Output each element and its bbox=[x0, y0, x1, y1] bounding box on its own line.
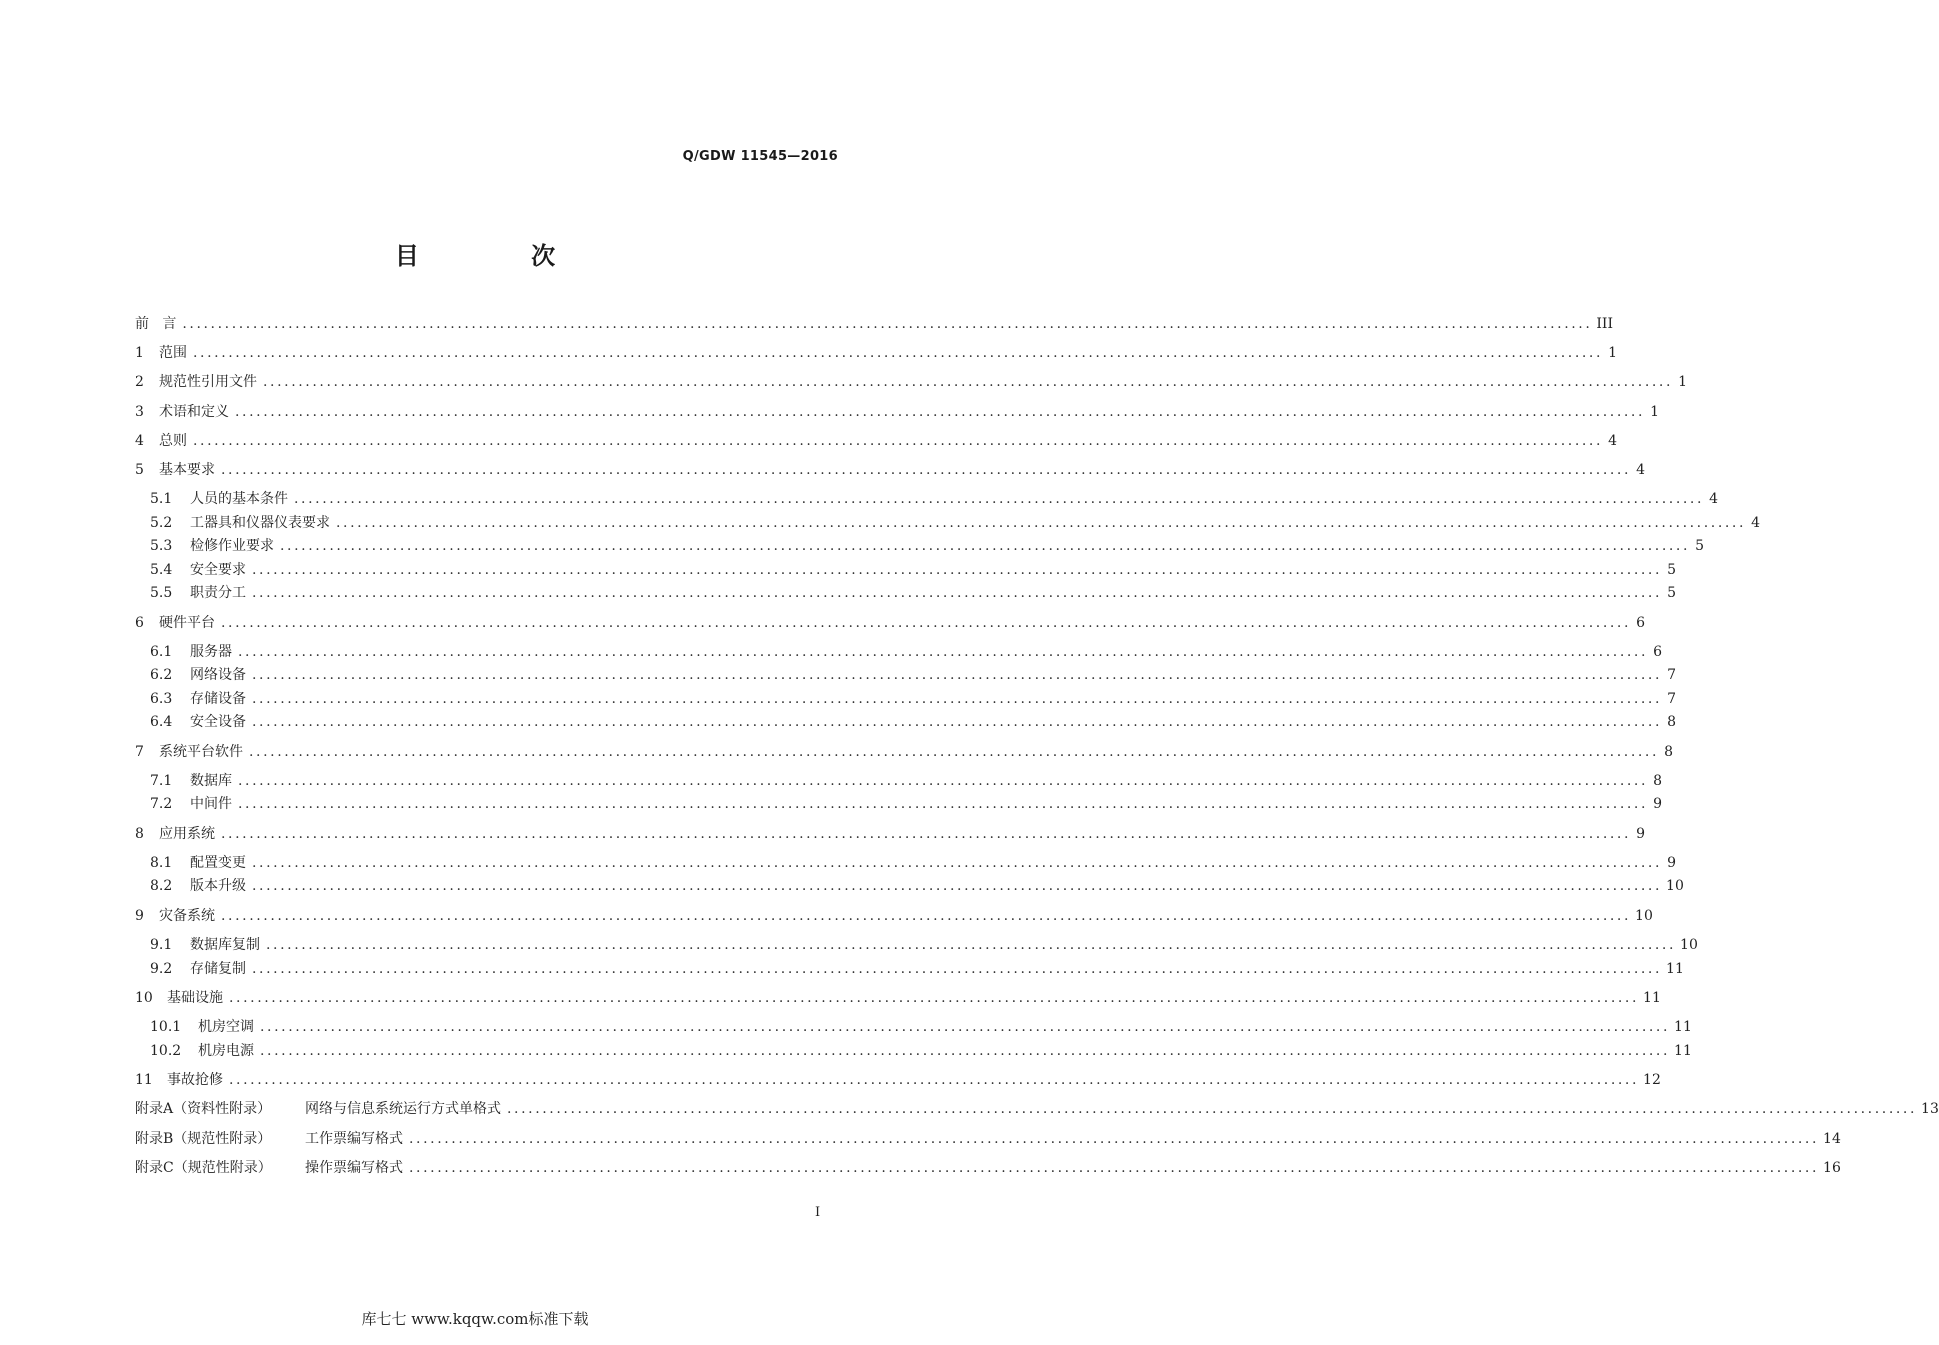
toc-entry-number: 9.1 bbox=[150, 937, 173, 953]
toc-entry-page: 16 bbox=[1823, 1160, 1841, 1176]
toc-entry-label: 机房空调 bbox=[198, 1019, 254, 1035]
dot-leader: ........................................................................................................................................................................................................ bbox=[294, 491, 1705, 507]
toc-entry-number: 7.1 bbox=[150, 773, 173, 789]
dot-leader: ........................................................................................................................................................................................................ bbox=[507, 1101, 1918, 1117]
dot-leader: ........................................................................................................................................................................................................ bbox=[252, 855, 1663, 871]
dot-leader: ........................................................................................................................................................................................................ bbox=[221, 462, 1632, 478]
toc-entry-page: 10 bbox=[1680, 937, 1698, 953]
toc-entry-label: 服务器 bbox=[190, 644, 232, 660]
toc-entry[interactable] bbox=[150, 558, 1677, 580]
toc-entry-number: 9 bbox=[135, 908, 144, 924]
toc-entry-page: 11 bbox=[1674, 1043, 1692, 1059]
toc-entry-page: 11 bbox=[1643, 990, 1661, 1006]
toc-entry-number: 5.4 bbox=[150, 562, 173, 578]
toc-entry-page: 10 bbox=[1666, 878, 1684, 894]
dot-leader: ........................................................................................................................................................................................................ bbox=[252, 961, 1663, 977]
toc-entry-page: 6 bbox=[1636, 615, 1646, 631]
toc-entry-number: 8.2 bbox=[150, 878, 173, 894]
toc-entry[interactable] bbox=[150, 640, 1663, 662]
toc-entry[interactable] bbox=[150, 581, 1677, 603]
toc-entry[interactable] bbox=[135, 740, 1674, 762]
toc-entry-number: 10.1 bbox=[150, 1019, 182, 1035]
toc-entry-page: 11 bbox=[1666, 961, 1684, 977]
toc-entry-label: 硬件平台 bbox=[159, 615, 215, 631]
dot-leader: ........................................................................................................................................................................................................ bbox=[238, 796, 1649, 812]
toc-entry-number: 11 bbox=[135, 1072, 153, 1088]
toc-entry-number: 10.2 bbox=[150, 1043, 182, 1059]
toc-entry[interactable] bbox=[135, 429, 1618, 451]
dot-leader: ........................................................................................................................................................................................................ bbox=[193, 345, 1604, 361]
toc-entry-page: 5 bbox=[1667, 562, 1677, 578]
toc-entry-page: 9 bbox=[1653, 796, 1663, 812]
toc-entry[interactable] bbox=[150, 957, 1684, 979]
toc-entry[interactable] bbox=[150, 933, 1698, 955]
toc-entry-page: 4 bbox=[1709, 491, 1719, 507]
dot-leader: ........................................................................................................................................................................................................ bbox=[260, 1043, 1671, 1059]
toc-entry-number: 5 bbox=[135, 462, 144, 478]
toc-entry-page: 1 bbox=[1678, 374, 1688, 390]
toc-entry-label: 灾备系统 bbox=[159, 908, 215, 924]
toc-entry-label: 操作票编写格式 bbox=[305, 1160, 403, 1176]
toc-entry[interactable] bbox=[150, 792, 1663, 814]
toc-entry[interactable] bbox=[150, 874, 1684, 896]
toc-entry-number: 6 bbox=[135, 615, 144, 631]
toc-entry-label: 应用系统 bbox=[159, 826, 215, 842]
toc-entry[interactable] bbox=[150, 687, 1677, 709]
toc-entry-label: 基础设施 bbox=[167, 990, 223, 1006]
toc-entry-number: 5.5 bbox=[150, 585, 173, 601]
toc-entry[interactable] bbox=[135, 1097, 1939, 1119]
toc-entry[interactable] bbox=[150, 769, 1663, 791]
toc-entry-number: 前 言 bbox=[135, 316, 177, 332]
toc-entry-page: 12 bbox=[1643, 1072, 1661, 1088]
toc-entry-label: 事故抢修 bbox=[167, 1072, 223, 1088]
toc-entry-page: 8 bbox=[1667, 714, 1677, 730]
toc-entry[interactable] bbox=[135, 986, 1661, 1008]
dot-leader: ........................................................................................................................................................................................................ bbox=[229, 990, 1640, 1006]
dot-leader: ........................................................................................................................................................................................................ bbox=[238, 773, 1649, 789]
toc-entry-number: 6.1 bbox=[150, 644, 173, 660]
toc-entry-label: 检修作业要求 bbox=[190, 538, 274, 554]
toc-entry-number: 5.2 bbox=[150, 515, 173, 531]
toc-entry-page: 7 bbox=[1667, 691, 1677, 707]
toc-entry-label: 范围 bbox=[159, 345, 187, 361]
toc-entry-label: 职责分工 bbox=[190, 585, 246, 601]
dot-leader: ........................................................................................................................................................................................................ bbox=[221, 615, 1632, 631]
dot-leader: ........................................................................................................................................................................................................ bbox=[263, 374, 1674, 390]
dot-leader: ........................................................................................................................................................................................................ bbox=[409, 1160, 1820, 1176]
toc-entry-label: 中间件 bbox=[190, 796, 232, 812]
toc-entry-label: 机房电源 bbox=[198, 1043, 254, 1059]
toc-entry-page: III bbox=[1596, 316, 1613, 332]
toc-entry[interactable] bbox=[135, 312, 1613, 334]
toc-entry-page: 1 bbox=[1650, 404, 1660, 420]
dot-leader: ........................................................................................................................................................................................................ bbox=[252, 585, 1663, 601]
toc-entry-label: 总则 bbox=[159, 433, 187, 449]
toc-entry-number: 附录C（规范性附录） bbox=[135, 1160, 272, 1176]
toc-entry-label: 配置变更 bbox=[190, 855, 246, 871]
toc-entry-label: 版本升级 bbox=[190, 878, 246, 894]
toc-entry[interactable] bbox=[135, 822, 1646, 844]
dot-leader: ........................................................................................................................................................................................................ bbox=[235, 404, 1646, 420]
toc-entry-page: 6 bbox=[1653, 644, 1663, 660]
dot-leader: ........................................................................................................................................................................................................ bbox=[336, 515, 1747, 531]
toc-entry-page: 13 bbox=[1921, 1101, 1939, 1117]
dot-leader: ........................................................................................................................................................................................................ bbox=[252, 691, 1663, 707]
toc-entry[interactable] bbox=[135, 904, 1653, 926]
toc-entry[interactable] bbox=[135, 1127, 1841, 1149]
toc-entry-label: 系统平台软件 bbox=[159, 744, 243, 760]
dot-leader: ........................................................................................................................................................................................................ bbox=[252, 667, 1663, 683]
toc-entry-number: 7 bbox=[135, 744, 144, 760]
toc-entry-page: 14 bbox=[1823, 1131, 1841, 1147]
dot-leader: ........................................................................................................................................................................................................ bbox=[182, 316, 1593, 332]
toc-entry-page: 11 bbox=[1674, 1019, 1692, 1035]
toc-entry-label: 术语和定义 bbox=[159, 404, 229, 420]
toc-entry[interactable] bbox=[135, 341, 1618, 363]
toc-entry-page: 4 bbox=[1608, 433, 1618, 449]
toc-entry-number: 3 bbox=[135, 404, 144, 420]
toc-entry-number: 2 bbox=[135, 374, 144, 390]
toc-entry-label: 网络设备 bbox=[190, 667, 246, 683]
toc-entry[interactable] bbox=[135, 1156, 1841, 1178]
toc-entry-label: 数据库复制 bbox=[190, 937, 260, 953]
toc-entry-page: 9 bbox=[1667, 855, 1677, 871]
dot-leader: ........................................................................................................................................................................................................ bbox=[249, 744, 1660, 760]
toc-entry-page: 5 bbox=[1695, 538, 1705, 554]
toc-entry-number: 4 bbox=[135, 433, 144, 449]
toc-entry-page: 5 bbox=[1667, 585, 1677, 601]
toc-entry-page: 1 bbox=[1608, 345, 1618, 361]
toc-entry-page: 7 bbox=[1667, 667, 1677, 683]
toc-title: 目 次 bbox=[394, 242, 608, 270]
toc-entry-label: 安全要求 bbox=[190, 562, 246, 578]
toc-entry-number: 6.4 bbox=[150, 714, 173, 730]
dot-leader: ........................................................................................................................................................................................................ bbox=[252, 878, 1663, 894]
toc-entry[interactable] bbox=[150, 1039, 1692, 1061]
toc-entry-label: 人员的基本条件 bbox=[190, 491, 288, 507]
page-number: I bbox=[815, 1205, 821, 1220]
toc-entry-number: 7.2 bbox=[150, 796, 173, 812]
toc-entry-number: 附录B（规范性附录） bbox=[135, 1131, 272, 1147]
toc-entry[interactable] bbox=[135, 400, 1660, 422]
toc-entry-page: 4 bbox=[1636, 462, 1646, 478]
toc-entry-number: 1 bbox=[135, 345, 144, 361]
toc-entry-label: 规范性引用文件 bbox=[159, 374, 257, 390]
toc-entry[interactable] bbox=[135, 1068, 1661, 1090]
toc-entry-label: 工器具和仪器仪表要求 bbox=[190, 515, 330, 531]
toc-entry-number: 8 bbox=[135, 826, 144, 842]
toc-entry[interactable] bbox=[135, 370, 1688, 392]
dot-leader: ........................................................................................................................................................................................................ bbox=[193, 433, 1604, 449]
toc-entry-number: 5.3 bbox=[150, 538, 173, 554]
toc-entry-number: 5.1 bbox=[150, 491, 173, 507]
toc-entry-number: 附录A（资料性附录） bbox=[135, 1101, 272, 1117]
toc-entry-label: 存储设备 bbox=[190, 691, 246, 707]
toc-entry-number: 6.2 bbox=[150, 667, 173, 683]
dot-leader: ........................................................................................................................................................................................................ bbox=[221, 826, 1632, 842]
toc-entry[interactable] bbox=[150, 487, 1719, 509]
toc-entry-number: 8.1 bbox=[150, 855, 173, 871]
toc-entry-page: 8 bbox=[1653, 773, 1663, 789]
toc-entry-number: 6.3 bbox=[150, 691, 173, 707]
toc-entry[interactable] bbox=[150, 663, 1677, 685]
toc-entry[interactable] bbox=[150, 534, 1705, 556]
toc-entry[interactable] bbox=[150, 1015, 1692, 1037]
toc-entry[interactable] bbox=[135, 611, 1646, 633]
dot-leader: ........................................................................................................................................................................................................ bbox=[260, 1019, 1671, 1035]
toc-entry-label: 基本要求 bbox=[159, 462, 215, 478]
toc-entry-label: 存储复制 bbox=[190, 961, 246, 977]
toc-entry-label: 安全设备 bbox=[190, 714, 246, 730]
toc-entry[interactable] bbox=[150, 511, 1761, 533]
dot-leader: ........................................................................................................................................................................................................ bbox=[252, 562, 1663, 578]
toc-entry-page: 10 bbox=[1635, 908, 1653, 924]
dot-leader: ........................................................................................................................................................................................................ bbox=[266, 937, 1677, 953]
dot-leader: ........................................................................................................................................................................................................ bbox=[229, 1072, 1640, 1088]
toc-entry-page: 4 bbox=[1751, 515, 1761, 531]
toc-entry-label: 网络与信息系统运行方式单格式 bbox=[305, 1101, 501, 1117]
watermark-text: 库七七 www.kqqw.com标准下载 bbox=[361, 1310, 589, 1328]
dot-leader: ........................................................................................................................................................................................................ bbox=[252, 714, 1663, 730]
dot-leader: ........................................................................................................................................................................................................ bbox=[238, 644, 1649, 660]
document-code: Q/GDW 11545—2016 bbox=[682, 149, 838, 164]
toc-entry-number: 10 bbox=[135, 990, 153, 1006]
toc-entry[interactable] bbox=[150, 710, 1677, 732]
toc-entry-page: 9 bbox=[1636, 826, 1646, 842]
dot-leader: ........................................................................................................................................................................................................ bbox=[409, 1131, 1820, 1147]
toc-entry[interactable] bbox=[135, 458, 1646, 480]
toc-entry-label: 数据库 bbox=[190, 773, 232, 789]
toc-entry[interactable] bbox=[150, 851, 1677, 873]
toc-entry-page: 8 bbox=[1664, 744, 1674, 760]
dot-leader: ........................................................................................................................................................................................................ bbox=[221, 908, 1632, 924]
dot-leader: ........................................................................................................................................................................................................ bbox=[280, 538, 1691, 554]
toc-entry-label: 工作票编写格式 bbox=[305, 1131, 403, 1147]
toc-entry-number: 9.2 bbox=[150, 961, 173, 977]
